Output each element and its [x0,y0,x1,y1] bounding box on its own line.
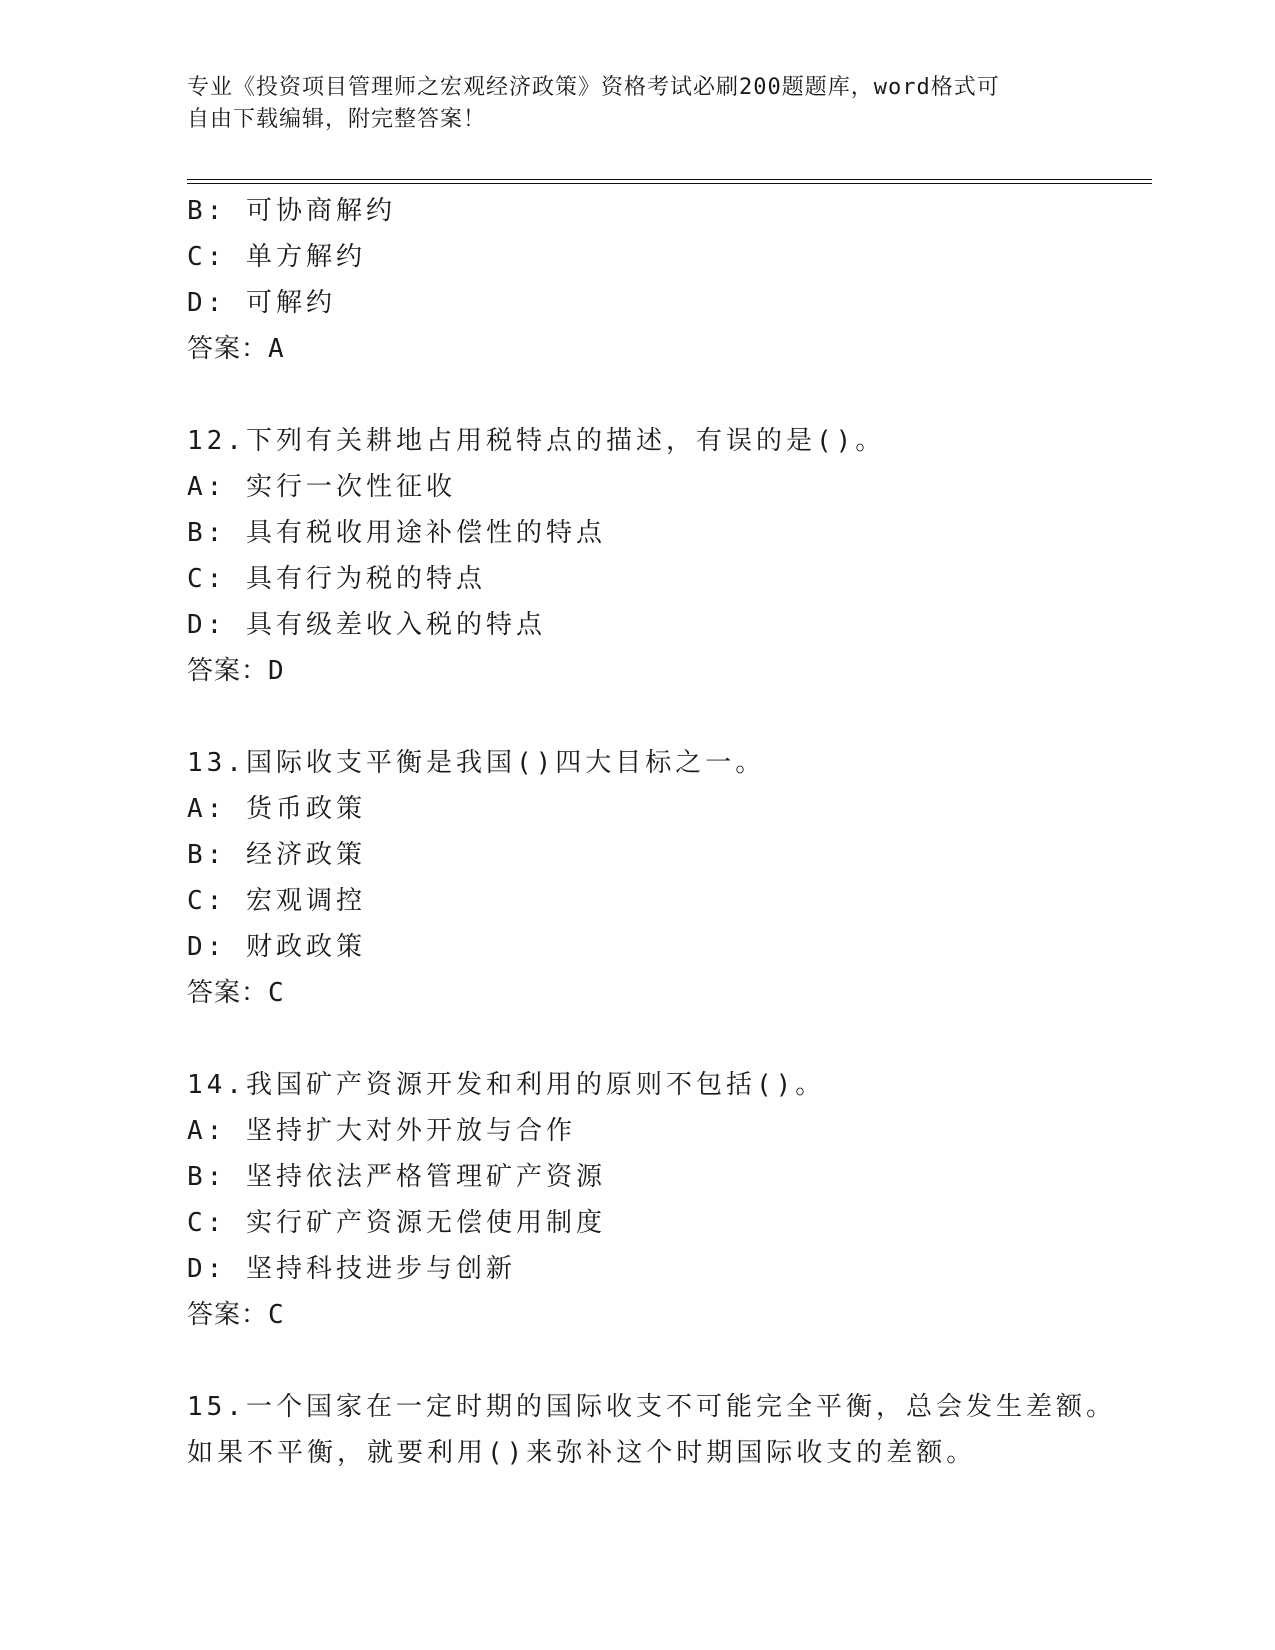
spacer [187,694,1147,740]
option-c: C: 单方解约 [187,242,366,272]
option-a: A: 货币政策 [187,794,366,824]
option-d: D: 财政政策 [187,932,366,962]
question-stem: 12.下列有关耕地占用税特点的描述，有误的是()。 [187,426,886,456]
answer: 答案：A [187,334,285,364]
document-header [187,72,1067,136]
answer: 答案：C [187,1300,285,1330]
header-divider [187,179,1152,184]
option-c: C: 具有行为税的特点 [187,564,486,594]
spacer [187,1338,1147,1384]
option-a: A: 实行一次性征收 [187,472,456,502]
question-11-tail [187,188,1147,372]
question-stem: 13.国际收支平衡是我国()四大目标之一。 [187,748,766,778]
option-b: B: 具有税收用途补偿性的特点 [187,518,606,548]
header-line-2: 自由下载编辑，附完整答案！ [187,107,487,132]
question-13 [187,740,1147,1016]
answer: 答案：C [187,978,285,1008]
option-d: D: 可解约 [187,288,336,318]
question-stem: 14.我国矿产资源开发和利用的原则不包括()。 [187,1070,826,1100]
spacer [187,1016,1147,1062]
option-d: D: 具有级差收入税的特点 [187,610,546,640]
spacer [187,372,1147,418]
question-stem-line-1: 15.一个国家在一定时期的国际收支不可能完全平衡，总会发生差额。 [187,1392,1116,1422]
header-line-1: 专业《投资项目管理师之宏观经济政策》资格考试必刷200题题库，word格式可 [187,75,1000,100]
question-12 [187,418,1147,694]
option-b: B: 经济政策 [187,840,366,870]
option-b: B: 可协商解约 [187,196,396,226]
option-d: D: 坚持科技进步与创新 [187,1254,516,1284]
question-stem-line-2: 如果不平衡，就要利用()来弥补这个时期国际收支的差额。 [187,1438,977,1468]
option-c: C: 实行矿产资源无偿使用制度 [187,1208,606,1238]
question-list [187,188,1147,1476]
option-b: B: 坚持依法严格管理矿产资源 [187,1162,606,1192]
question-14 [187,1062,1147,1338]
question-15 [187,1384,1147,1476]
answer: 答案：D [187,656,285,686]
option-c: C: 宏观调控 [187,886,366,916]
option-a: A: 坚持扩大对外开放与合作 [187,1116,576,1146]
